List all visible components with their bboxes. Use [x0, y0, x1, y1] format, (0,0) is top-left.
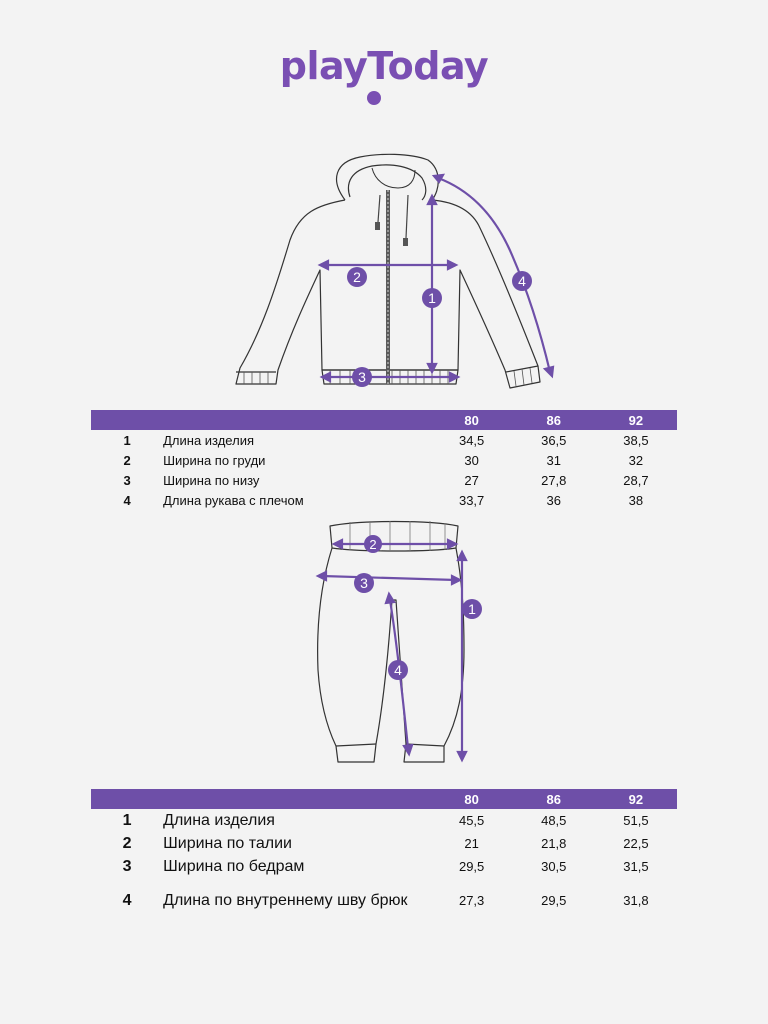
- measurement-value: 30,5: [541, 859, 567, 874]
- brand-logo-dot: [367, 91, 381, 105]
- row-number: 4: [123, 492, 131, 508]
- size-header: 80: [431, 410, 513, 430]
- table-row: [91, 855, 677, 878]
- svg-text:3: 3: [358, 369, 366, 385]
- svg-text:1: 1: [468, 601, 476, 617]
- svg-text:3: 3: [360, 575, 368, 591]
- size-header: 80: [431, 789, 513, 809]
- size-header: 92: [595, 789, 677, 809]
- measurement-name: Ширина по талии: [163, 834, 292, 852]
- table-row: [91, 450, 677, 470]
- measurement-value: 30: [464, 452, 479, 468]
- measurement-value: 22,5: [623, 836, 649, 851]
- table-row: [91, 470, 677, 490]
- measurement-value: 38,5: [623, 432, 649, 448]
- measurement-value: 31,8: [623, 892, 649, 908]
- measurement-value: 34,5: [458, 432, 485, 448]
- brand-logo: playToday: [279, 44, 489, 88]
- table-row: [91, 490, 677, 510]
- pants-marker-1: [462, 599, 482, 619]
- jacket-marker-3: [352, 367, 372, 387]
- pants-marker-3: [354, 573, 374, 593]
- measurement-name: Ширина по груди: [163, 452, 266, 468]
- size-header: 86: [513, 789, 595, 809]
- row-number: 4: [122, 892, 132, 909]
- jacket-marker-1: [422, 288, 442, 308]
- table-row: [91, 878, 677, 924]
- table-header-row: [91, 789, 677, 809]
- measurement-value: 31,5: [623, 859, 649, 874]
- measurement-value: 36: [546, 492, 561, 508]
- measurement-value: 27: [464, 472, 479, 488]
- measurement-value: 27,3: [458, 892, 485, 908]
- size-header: 86: [513, 410, 595, 430]
- row-number: 2: [122, 834, 132, 852]
- measurement-name: Длина изделия: [163, 811, 275, 829]
- measurement-name: Ширина по низу: [163, 472, 260, 488]
- measurement-name: Длина по внутреннему шву брюк: [163, 892, 408, 909]
- measurement-value: 31: [546, 452, 561, 468]
- row-number: 1: [123, 432, 131, 448]
- pants-diagram: [300, 518, 500, 770]
- table-row: [91, 809, 677, 832]
- measurement-name: Длина изделия: [163, 432, 254, 448]
- measurement-name: Ширина по бедрам: [163, 857, 305, 875]
- measurement-name: Длина рукава с плечом: [163, 492, 304, 508]
- measurement-value: 21,8: [541, 836, 567, 851]
- measurement-value: 32: [628, 452, 644, 468]
- measurement-value: 28,7: [623, 472, 649, 488]
- table-row: [91, 832, 677, 855]
- measurement-value: 36,5: [541, 432, 567, 448]
- svg-text:4: 4: [518, 273, 526, 289]
- row-number: 2: [123, 452, 131, 468]
- measurement-value: 27,8: [541, 472, 567, 488]
- table-header-row: [91, 410, 677, 430]
- measurement-value: 38: [628, 492, 644, 508]
- jacket-marker-2: [347, 267, 367, 287]
- svg-text:4: 4: [394, 662, 402, 678]
- jacket-size-table: [91, 410, 677, 510]
- pants-size-table: [91, 789, 677, 924]
- size-header: 92: [595, 410, 677, 430]
- table-row: [91, 430, 677, 450]
- measurement-value: 33,7: [458, 492, 485, 508]
- row-number: 1: [122, 811, 132, 829]
- row-number: 3: [122, 857, 132, 875]
- measurement-value: 21: [464, 836, 479, 851]
- pants-marker-4: [388, 660, 408, 680]
- row-number: 3: [123, 472, 131, 488]
- jacket-diagram: [225, 150, 565, 390]
- svg-text:2: 2: [353, 269, 361, 285]
- measurement-value: 45,5: [458, 813, 485, 828]
- measurement-value: 29,5: [458, 859, 485, 874]
- measurement-value: 29,5: [541, 892, 567, 908]
- jacket-marker-4: [512, 271, 532, 291]
- measurement-value: 48,5: [541, 813, 567, 828]
- svg-text:1: 1: [428, 290, 436, 306]
- svg-text:2: 2: [369, 537, 377, 552]
- measurement-value: 51,5: [623, 813, 649, 828]
- pants-marker-2: [364, 535, 382, 553]
